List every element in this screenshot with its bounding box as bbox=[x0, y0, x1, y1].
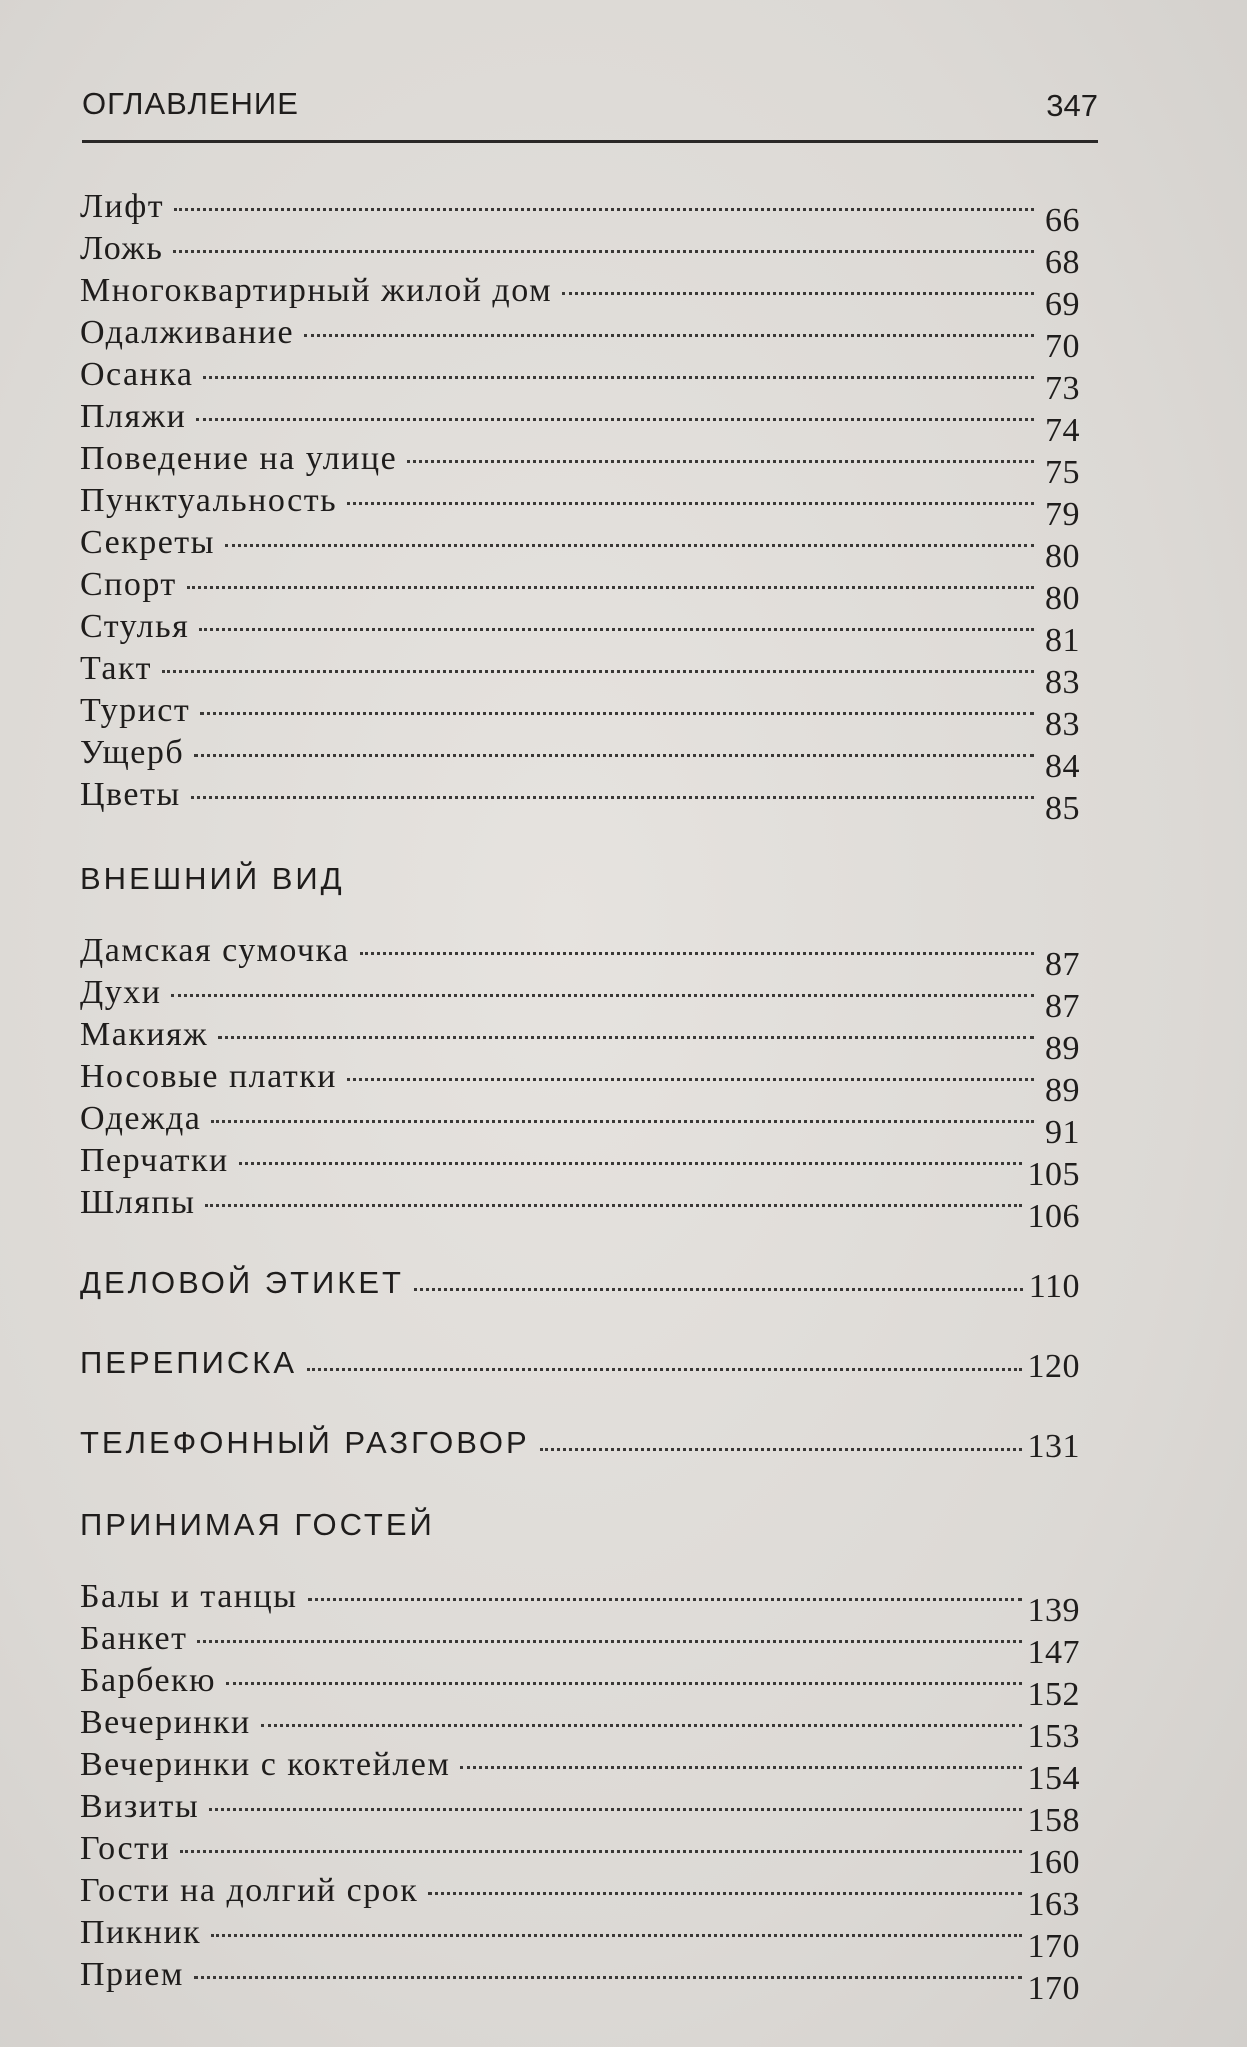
entry-label: Визиты bbox=[80, 1788, 200, 1825]
toc-entry bbox=[80, 1830, 1080, 1881]
entry-page: 105 bbox=[1027, 1156, 1080, 1193]
entry-label: Осанка bbox=[80, 356, 194, 393]
entry-label: Поведение на улице bbox=[80, 440, 398, 477]
entry-page: 80 bbox=[1045, 580, 1080, 617]
leader-dots bbox=[308, 1598, 1022, 1601]
leader-dots bbox=[360, 952, 1034, 955]
entry-page: 153 bbox=[1027, 1718, 1080, 1755]
toc-entry bbox=[80, 272, 1080, 323]
entry-label: Пляжи bbox=[80, 398, 187, 435]
toc-entry bbox=[80, 1100, 1080, 1151]
toc-entry bbox=[80, 1184, 1080, 1235]
toc-entry bbox=[80, 1746, 1080, 1797]
leader-dots bbox=[239, 1162, 1022, 1165]
toc-entry bbox=[80, 440, 1080, 491]
entry-label: Ложь bbox=[80, 230, 164, 267]
leader-dots bbox=[200, 712, 1034, 715]
toc-entry bbox=[80, 776, 1080, 827]
leader-dots bbox=[191, 796, 1034, 799]
entry-page: 131 bbox=[1027, 1428, 1080, 1465]
leader-dots bbox=[171, 994, 1034, 997]
leader-dots bbox=[304, 334, 1034, 337]
toc-entry bbox=[80, 932, 1080, 983]
page-header bbox=[82, 84, 1098, 134]
entry-label: Прием bbox=[80, 1956, 184, 1993]
entry-label: ТЕЛЕФОННЫЙ РАЗГОВОР bbox=[80, 1425, 530, 1460]
toc-entry bbox=[80, 608, 1080, 659]
entry-page: 120 bbox=[1027, 1348, 1080, 1385]
leader-dots bbox=[180, 1850, 1021, 1853]
running-title: ОГЛАВЛЕНИЕ bbox=[82, 86, 299, 121]
leader-dots bbox=[203, 376, 1034, 379]
entry-page: 152 bbox=[1027, 1676, 1080, 1713]
leader-dots bbox=[162, 670, 1034, 673]
toc-entry bbox=[80, 314, 1080, 365]
toc-entry bbox=[80, 188, 1080, 239]
entry-page: 147 bbox=[1027, 1634, 1080, 1671]
entry-label: Вечеринки с коктейлем bbox=[80, 1746, 451, 1783]
leader-dots bbox=[218, 1036, 1034, 1039]
entry-page: 170 bbox=[1027, 1928, 1080, 1965]
leader-dots bbox=[226, 1682, 1022, 1685]
entry-label: Стулья bbox=[80, 608, 190, 645]
leader-dots bbox=[347, 1078, 1034, 1081]
leader-dots bbox=[194, 1976, 1022, 1979]
entry-page: 91 bbox=[1045, 1114, 1080, 1151]
entry-label: Турист bbox=[80, 692, 191, 729]
leader-dots bbox=[540, 1448, 1022, 1451]
entry-page: 89 bbox=[1045, 1072, 1080, 1109]
toc-entry bbox=[80, 974, 1080, 1025]
leader-dots bbox=[211, 1120, 1034, 1123]
toc-entry bbox=[80, 1788, 1080, 1839]
entry-page: 66 bbox=[1045, 202, 1080, 239]
entry-page: 75 bbox=[1045, 454, 1080, 491]
leader-dots bbox=[307, 1368, 1022, 1371]
entry-label: Барбекю bbox=[80, 1662, 216, 1699]
entry-page: 106 bbox=[1027, 1198, 1080, 1235]
header-rule bbox=[82, 140, 1098, 143]
entry-page: 83 bbox=[1045, 664, 1080, 701]
leader-dots bbox=[414, 1288, 1023, 1291]
toc-group-1 bbox=[80, 188, 1080, 827]
toc-entry bbox=[80, 524, 1080, 575]
table-of-contents bbox=[80, 188, 1080, 2007]
entry-label: Дамская сумочка bbox=[80, 932, 350, 969]
toc-section-correspondence bbox=[80, 1344, 1080, 1386]
leader-dots bbox=[407, 460, 1034, 463]
entry-page: 87 bbox=[1045, 946, 1080, 983]
toc-entry bbox=[80, 1620, 1080, 1671]
entry-label: Одалживание bbox=[80, 314, 295, 351]
entry-label: Спорт bbox=[80, 566, 177, 603]
entry-label: ПЕРЕПИСКА bbox=[80, 1345, 297, 1380]
toc-entry bbox=[80, 1956, 1080, 2007]
leader-dots bbox=[562, 292, 1034, 295]
entry-page: 79 bbox=[1045, 496, 1080, 533]
entry-page: 110 bbox=[1028, 1268, 1080, 1305]
leader-dots bbox=[225, 544, 1034, 547]
entry-label: Банкет bbox=[80, 1620, 188, 1657]
entry-page: 73 bbox=[1045, 370, 1080, 407]
toc-section-phone bbox=[80, 1424, 1080, 1466]
leader-dots bbox=[428, 1892, 1021, 1895]
entry-label: Многоквартирный жилой дом bbox=[80, 272, 553, 309]
leader-dots bbox=[173, 250, 1034, 253]
entry-page: 158 bbox=[1027, 1802, 1080, 1839]
entry-label: Пунктуальность bbox=[80, 482, 338, 519]
section-heading-appearance: ВНЕШНИЙ ВИД bbox=[80, 861, 345, 896]
toc-entry bbox=[80, 566, 1080, 617]
entry-page: 154 bbox=[1027, 1760, 1080, 1797]
entry-page: 85 bbox=[1045, 790, 1080, 827]
entry-label: Пикник bbox=[80, 1914, 202, 1951]
toc-entry bbox=[80, 692, 1080, 743]
entry-page: 69 bbox=[1045, 286, 1080, 323]
toc-entry bbox=[80, 1142, 1080, 1193]
entry-label: Гости на долгий срок bbox=[80, 1872, 419, 1909]
leader-dots bbox=[347, 502, 1034, 505]
toc-entry bbox=[80, 1578, 1080, 1629]
toc-section-business bbox=[80, 1264, 1080, 1306]
leader-dots bbox=[174, 208, 1034, 211]
entry-page: 84 bbox=[1045, 748, 1080, 785]
entry-label: Гости bbox=[80, 1830, 171, 1867]
page-number: 347 bbox=[1046, 88, 1098, 123]
entry-page: 80 bbox=[1045, 538, 1080, 575]
toc-entry bbox=[80, 482, 1080, 533]
entry-label: Секреты bbox=[80, 524, 215, 561]
leader-dots bbox=[211, 1934, 1021, 1937]
entry-page: 70 bbox=[1045, 328, 1080, 365]
entry-label: Лифт bbox=[80, 188, 165, 225]
toc-entry bbox=[80, 1704, 1080, 1755]
leader-dots bbox=[194, 754, 1034, 757]
entry-label: ДЕЛОВОЙ ЭТИКЕТ bbox=[80, 1265, 404, 1300]
entry-label: Носовые платки bbox=[80, 1058, 337, 1095]
toc-entry bbox=[80, 356, 1080, 407]
entry-label: Такт bbox=[80, 650, 152, 687]
toc-group-guests bbox=[80, 1578, 1080, 2007]
entry-page: 87 bbox=[1045, 988, 1080, 1025]
entry-label: Духи bbox=[80, 974, 162, 1011]
entry-label: Ущерб bbox=[80, 734, 185, 771]
toc-entry bbox=[80, 230, 1080, 281]
entry-page: 83 bbox=[1045, 706, 1080, 743]
entry-label: Одежда bbox=[80, 1100, 202, 1137]
leader-dots bbox=[209, 1808, 1021, 1811]
entry-label: Макияж bbox=[80, 1016, 209, 1053]
entry-label: Вечеринки bbox=[80, 1704, 251, 1741]
entry-page: 170 bbox=[1027, 1970, 1080, 2007]
toc-entry bbox=[80, 1058, 1080, 1109]
leader-dots bbox=[199, 628, 1034, 631]
entry-page: 81 bbox=[1045, 622, 1080, 659]
toc-group-appearance bbox=[80, 932, 1080, 1235]
entry-page: 160 bbox=[1027, 1844, 1080, 1881]
leader-dots bbox=[261, 1724, 1022, 1727]
entry-page: 139 bbox=[1027, 1592, 1080, 1629]
toc-entry bbox=[80, 1872, 1080, 1923]
leader-dots bbox=[197, 1640, 1021, 1643]
section-heading-guests: ПРИНИМАЯ ГОСТЕЙ bbox=[80, 1507, 435, 1542]
leader-dots bbox=[196, 418, 1034, 421]
entry-page: 74 bbox=[1045, 412, 1080, 449]
entry-page: 163 bbox=[1027, 1886, 1080, 1923]
toc-entry bbox=[80, 1016, 1080, 1067]
entry-label: Балы и танцы bbox=[80, 1578, 298, 1615]
toc-entry bbox=[80, 650, 1080, 701]
leader-dots bbox=[187, 586, 1034, 589]
entry-label: Перчатки bbox=[80, 1142, 229, 1179]
toc-entry bbox=[80, 1662, 1080, 1713]
toc-entry bbox=[80, 1914, 1080, 1965]
toc-entry bbox=[80, 398, 1080, 449]
entry-page: 89 bbox=[1045, 1030, 1080, 1067]
entry-label: Шляпы bbox=[80, 1184, 196, 1221]
toc-entry bbox=[80, 734, 1080, 785]
entry-label: Цветы bbox=[80, 776, 181, 813]
leader-dots bbox=[460, 1766, 1021, 1769]
leader-dots bbox=[205, 1204, 1021, 1207]
entry-page: 68 bbox=[1045, 244, 1080, 281]
